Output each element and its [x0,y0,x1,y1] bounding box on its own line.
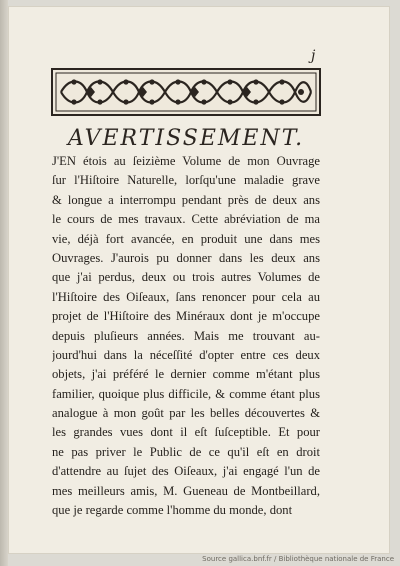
ornament-graphic [51,68,321,116]
text-line: le cours de mes travaux. Cette abréviation de ma [52,212,320,227]
text-line: vie, déjà fort avancée, en produit une dans mes [52,231,320,246]
text-line: analogue à mon goût par les belles découvertes & [52,406,320,421]
text-line: d'attendre au ſujet des Oiſeaux, j'ai engagé l'un de [52,464,320,479]
book-spine-edge [0,0,8,566]
body-paragraph [52,152,320,520]
section-title: AVERTISSEMENT. [67,126,305,151]
decorative-headpiece-ornament [51,68,321,116]
text-line: objets, j'ai préféré le dernier comme m'étant plus [52,367,320,382]
page-number: j [311,48,316,64]
text-line: depuis pluſieurs années. Mais me trouvant au- [52,328,320,343]
text-line: familier, quoique plus difficile, & comme étant plus [52,386,320,401]
text-line: ſur l'Hiſtoire Naturelle, lorſqu'une maladie grave [52,173,320,188]
text-line: mes meilleurs amis, M. Gueneau de Montbeillard, [52,483,320,498]
text-line: J'EN étois au ſeizième Volume de mon Ouvrage [52,154,320,168]
text-line: projet de l'Hiſtoire des Minéraux dont je m'occupe [52,309,320,324]
text-line: ne pas priver le Public de ce qu'il eſt en droit [52,444,320,459]
source-footer: Source gallica.bnf.fr / Bibliothèque nationale de France [202,555,394,563]
text-line: l'Hiſtoire des Oiſeaux, ſans renoncer pour cela au [52,289,320,304]
text-line: Ouvrages. J'aurois pu donner dans les deux ans [52,250,320,265]
text-line: que j'ai perdus, deux ou trois autres Volumes de [52,270,320,285]
text-line: & longue a interrompu pendant près de deux ans [52,192,320,207]
text-line: jourd'hui dans la néceſſité d'opter entre ces deux [52,347,320,362]
text-line: que je regarde comme l'homme du monde, dont [52,503,293,518]
text-line: les grandes vues dont il eſt ſuſceptible. Et pour [52,425,320,440]
